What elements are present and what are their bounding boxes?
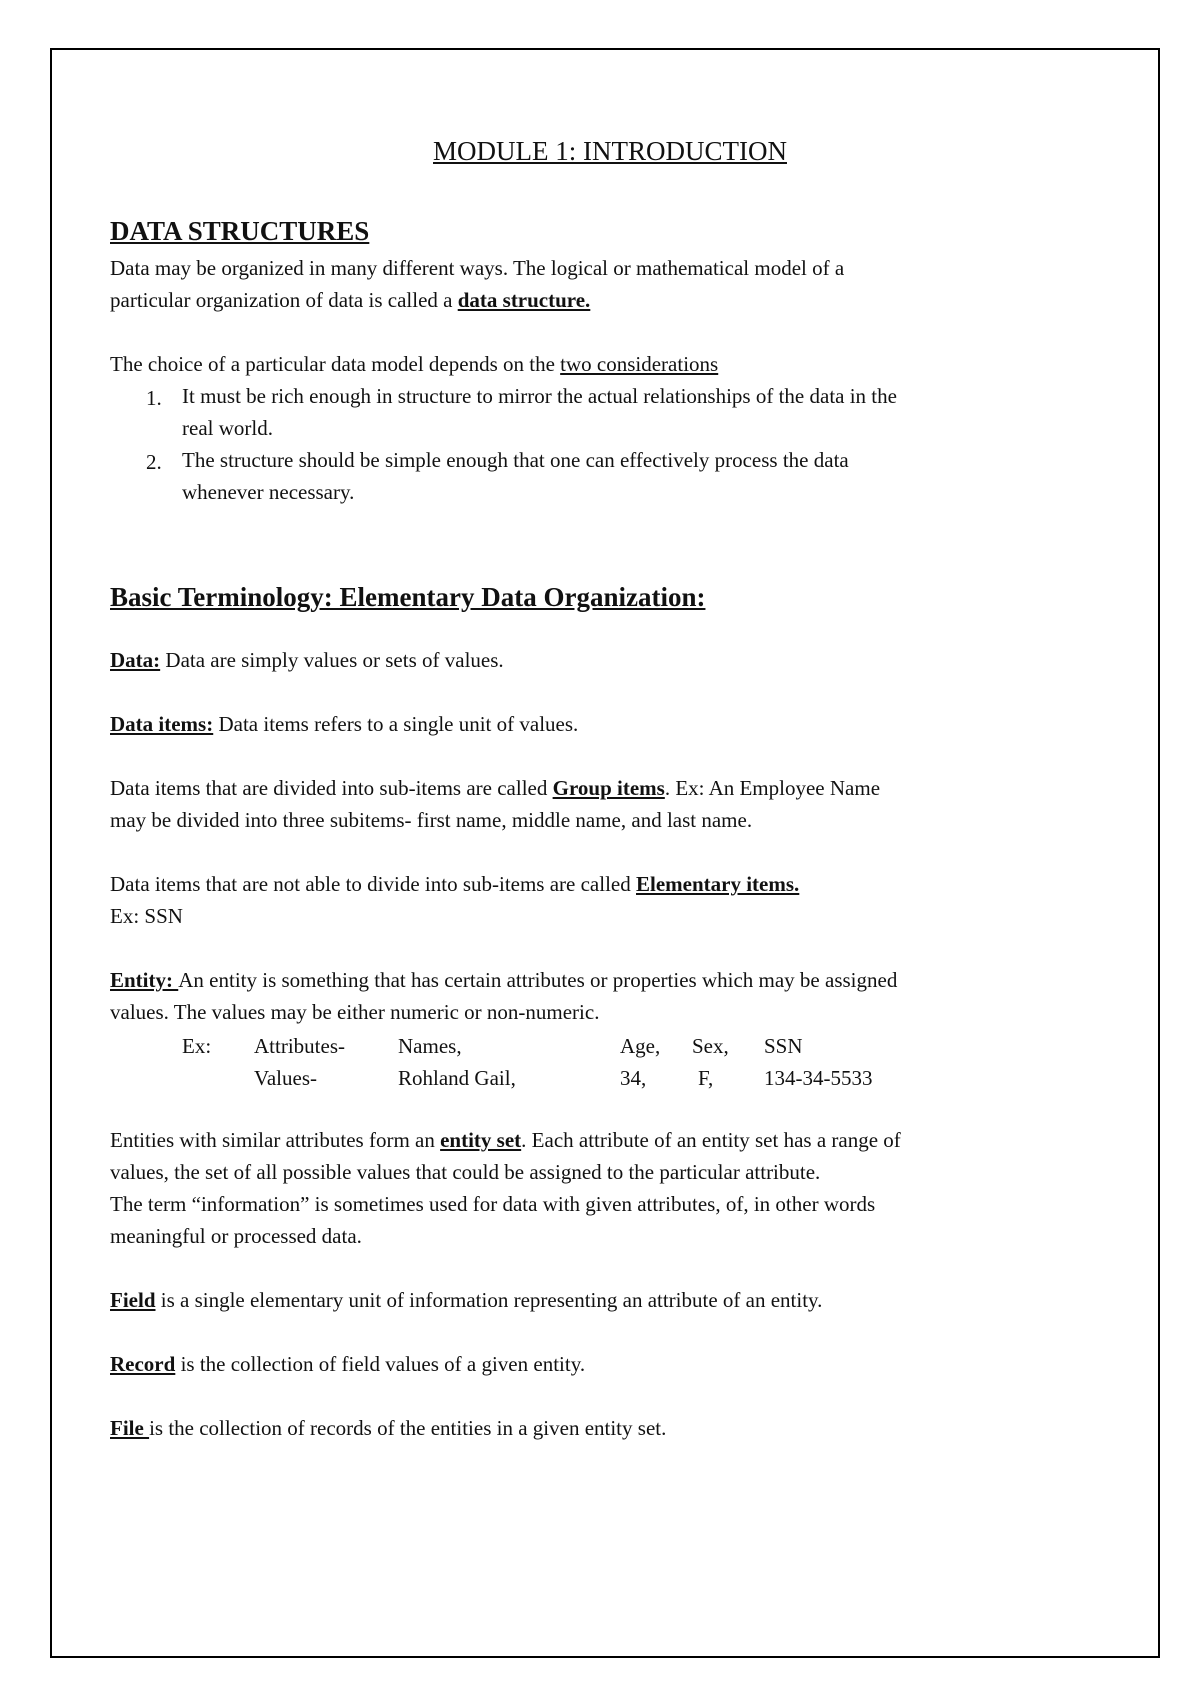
paragraph-line: [110, 354, 718, 375]
term-file: File: [110, 1416, 150, 1440]
value-ssn: 134-34-5533: [764, 1066, 873, 1090]
attr-name: Names,: [398, 1034, 462, 1058]
definition-record: [110, 1354, 585, 1375]
text: . Ex: An Employee Name: [664, 776, 881, 800]
paragraph-line: Data may be organized in many different ways. The logical or mathematical model of a: [110, 256, 845, 280]
term-two-considerations: two considerations: [560, 352, 719, 376]
list-number: 1.: [146, 386, 162, 410]
list-item: The structure should be simple enough that one can effectively process the data: [182, 448, 849, 472]
paragraph-line: values, the set of all possible values that could be assigned to the particular attribute.: [110, 1160, 821, 1184]
value-age: 34,: [620, 1066, 647, 1090]
text: Data items that are not able to divide into sub-items are called: [110, 872, 636, 896]
list-item: whenever necessary.: [182, 480, 355, 504]
text: Data items refers to a single unit of values.: [213, 712, 579, 736]
term-field: Field: [110, 1288, 156, 1312]
definition-data-items: [110, 714, 578, 735]
section-heading-basic-terminology: Basic Terminology: Elementary Data Organization:: [110, 582, 706, 612]
text: . Each attribute of an entity set has a range of: [521, 1128, 901, 1152]
text: particular organization of data is called a: [110, 288, 458, 312]
list-item: real world.: [182, 416, 273, 440]
values-label: Values-: [254, 1066, 317, 1090]
term-data: Data:: [110, 648, 161, 672]
definition-group-items: [110, 778, 880, 799]
attributes-label: Attributes-: [254, 1034, 345, 1058]
paragraph-line: meaningful or processed data.: [110, 1224, 362, 1248]
paragraph-line: The term “information” is sometimes used for data with given attributes, of, in other words: [110, 1192, 876, 1216]
text: is the collection of records of the entities in a given entity set.: [149, 1416, 667, 1440]
term-record: Record: [110, 1352, 176, 1376]
text: is a single elementary unit of information representing an attribute of an entity.: [155, 1288, 823, 1312]
paragraph-line: [110, 290, 590, 311]
term-entity: Entity:: [110, 968, 179, 992]
definition-entity: [110, 970, 897, 991]
term-group-items: Group items: [552, 776, 665, 800]
definition-elementary-items: [110, 874, 799, 895]
list-item: It must be rich enough in structure to mirror the actual relationships of the data in the: [182, 384, 897, 408]
example-label: Ex:: [182, 1034, 212, 1058]
definition-entity-set: [110, 1130, 901, 1151]
text: Data items that are divided into sub-items are called: [110, 776, 553, 800]
text: Data are simply values or sets of values.: [160, 648, 504, 672]
value-sex: F,: [698, 1066, 714, 1090]
term-entity-set: entity set: [440, 1128, 522, 1152]
attr-ssn: SSN: [764, 1034, 803, 1058]
text: The choice of a particular data model depends on the: [110, 352, 561, 376]
paragraph-line: values. The values may be either numeric or non-numeric.: [110, 1000, 600, 1024]
term-elementary-items: Elementary items.: [636, 872, 800, 896]
paragraph-line: may be divided into three subitems- first name, middle name, and last name.: [110, 808, 753, 832]
definition-field: [110, 1290, 822, 1311]
attr-sex: Sex,: [692, 1034, 729, 1058]
text: Entities with similar attributes form an: [110, 1128, 441, 1152]
paragraph-line: Ex: SSN: [110, 904, 183, 928]
text: is the collection of field values of a given entity.: [175, 1352, 586, 1376]
term-data-items: Data items:: [110, 712, 214, 736]
term-data-structure: data structure.: [457, 288, 591, 312]
value-name: Rohland Gail,: [398, 1066, 516, 1090]
definition-data: [110, 650, 504, 671]
text: An entity is something that has certain attributes or properties which may be assigned: [178, 968, 898, 992]
section-heading-data-structures: DATA STRUCTURES: [110, 216, 370, 246]
page-border: [50, 48, 1160, 1658]
attr-age: Age,: [620, 1034, 661, 1058]
list-number: 2.: [146, 450, 162, 474]
module-title: MODULE 1: INTRODUCTION: [433, 136, 787, 166]
definition-file: [110, 1418, 666, 1439]
